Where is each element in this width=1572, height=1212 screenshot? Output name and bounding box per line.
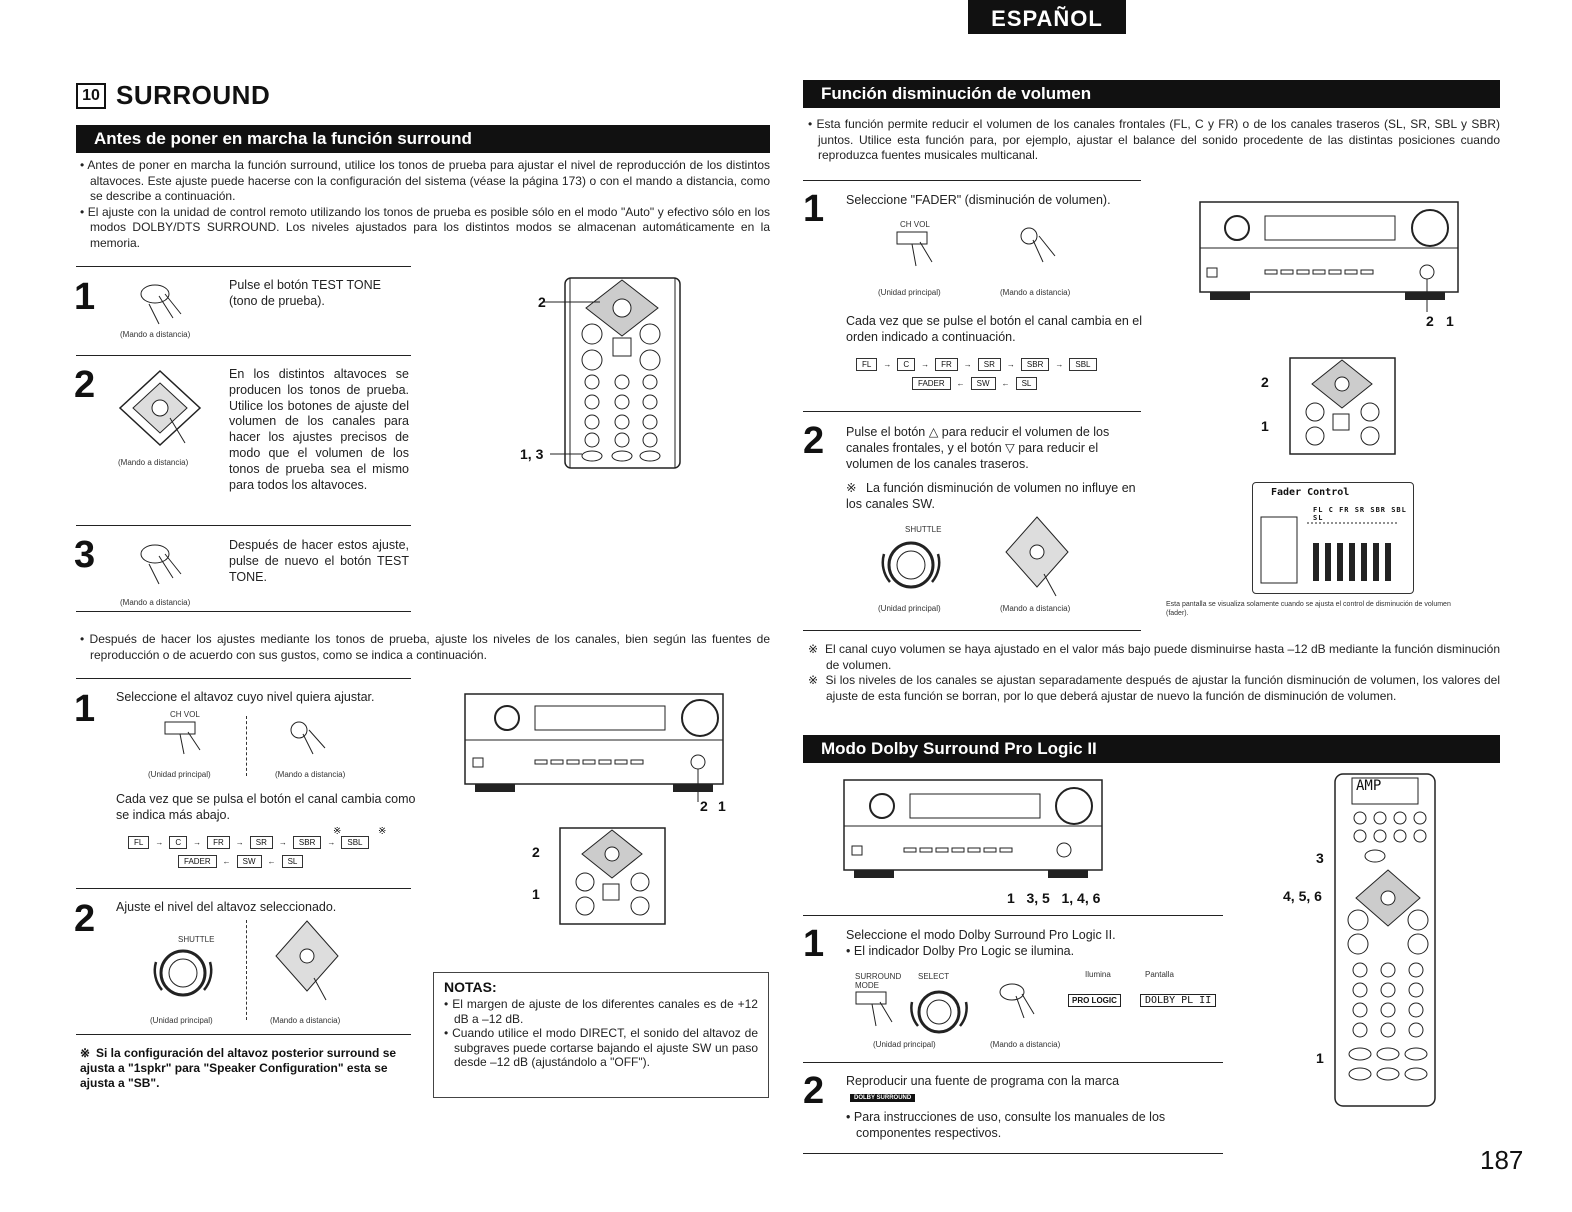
notes-box xyxy=(433,972,769,1098)
band-fader-function: Función disminución de volumen xyxy=(803,80,1500,108)
channel-box: SW xyxy=(971,377,996,390)
fader-intro: • Esta función permite reducir el volumen de los canales frontales (FL, C y FR) o de los canales traseros (SL, SR, SBL y SBR) juntos. Utilice esta función para, por ejemplo, ajustar el balance del sonido procedente de las distintas posiciones cuando reproduzca fuentes musicales multicanal. xyxy=(808,117,1500,162)
step-caption: (Mando a distancia) xyxy=(120,598,191,607)
caption-remote: (Mando a distancia) xyxy=(990,1040,1061,1049)
caption-main-unit: (Unidad principal) xyxy=(878,288,941,297)
pro-logic-indicator: PRO LOGIC xyxy=(1068,994,1121,1007)
hand-button-icon xyxy=(135,280,195,326)
page-number: 187 xyxy=(1480,1145,1524,1175)
callout-label: 2 xyxy=(1426,313,1434,329)
receiver-illustration xyxy=(455,692,730,812)
callout-label: 2 xyxy=(538,294,546,310)
divider xyxy=(803,915,1223,916)
hand-button-icon xyxy=(852,986,902,1030)
hand-button-icon xyxy=(285,718,335,758)
channel-box: SBL xyxy=(341,836,368,849)
mode-button-label: SURROUND MODE xyxy=(855,972,902,990)
step-star-note: ※ La función disminución de volumen no influye en los canales SW. xyxy=(846,481,1136,511)
fader-screen-caption: Esta pantalla se visualiza solamente cuando se ajusta el control de disminución de volumen (fader). xyxy=(1166,601,1451,617)
step-number: 1 xyxy=(803,923,825,965)
divider xyxy=(76,678,411,679)
channel-box: SL xyxy=(282,855,304,868)
callout-label: 2 xyxy=(700,798,708,814)
divider xyxy=(803,1062,1223,1063)
callout-label: 1, 3 xyxy=(520,446,544,462)
star-mark: ※ xyxy=(333,826,342,837)
step-number: 1 xyxy=(74,688,96,730)
callout-label: 1 xyxy=(1446,313,1454,329)
divider xyxy=(803,411,1141,412)
channel-box: SBL xyxy=(1069,358,1096,371)
button-label: CH VOL xyxy=(900,220,930,229)
remote-cursor-pad-icon xyxy=(1002,514,1072,600)
channel-box: FADER xyxy=(178,855,217,868)
divider xyxy=(76,611,411,612)
star-mark: ※ xyxy=(378,826,387,837)
remote-control-illustration xyxy=(1330,770,1440,1110)
fader-screen-title: Fader Control xyxy=(1271,487,1350,498)
step-bullet: • Para instrucciones de uso, consulte los manuales de los componentes respectivos. xyxy=(846,1110,1166,1140)
caption-remote: (Mando a distancia) xyxy=(1000,604,1071,613)
channel-box: SBR xyxy=(293,836,321,849)
shuttle-knob-icon xyxy=(876,532,946,598)
hand-button-icon xyxy=(160,718,210,758)
knob-label: SHUTTLE xyxy=(178,935,215,944)
channel-box: FL xyxy=(856,358,877,371)
remote-control-illustration xyxy=(1280,356,1405,456)
band-before-surround: Antes de poner en marcha la función surround xyxy=(76,125,770,153)
channel-box: FADER xyxy=(912,377,951,390)
note-item: • Cuando utilice el modo DIRECT, el sonido del altavoz de subgraves puede cortarse bajando el ajuste SW un paso desde –12 dB (ajustándolo a "OFF"). xyxy=(444,1026,758,1069)
step-number: 1 xyxy=(803,188,825,230)
remote-cursor-pad-icon xyxy=(115,368,205,448)
intro-paragraph-1: • Antes de poner en marcha la función surround, utilice los tonos de prueba para ajustar el nivel de reproducción de los distintos altavoces. Este ajuste puede hacerse con la configuración del sistema (véase la página 173) o con el mando a distancia, como se describe a continuación. xyxy=(80,158,771,203)
divider xyxy=(803,180,1141,181)
channel-box: FR xyxy=(935,358,958,371)
step-number: 3 xyxy=(74,534,96,576)
step-bullet: • El indicador Dolby Pro Logic se ilumina. xyxy=(846,944,1075,958)
step-after-text: Cada vez que se pulsa el botón el canal cambia como se indica más abajo. xyxy=(116,792,416,822)
channel-box: FL xyxy=(128,836,149,849)
notes-title: NOTAS: xyxy=(444,979,497,995)
step-text: Ajuste el nivel del altavoz seleccionado. xyxy=(116,900,337,914)
channel-chain: FL → C → FR → SR → SBR → SBL FADER ← SW ← SL xyxy=(128,836,400,868)
step-text: Seleccione el altavoz cuyo nivel quiera ajustar. xyxy=(116,690,375,704)
hand-button-icon xyxy=(1015,224,1065,270)
display-label: Pantalla xyxy=(1145,970,1174,979)
left-intro xyxy=(80,158,770,251)
callout-label: 1 xyxy=(532,886,540,902)
step-number: 2 xyxy=(74,898,96,940)
display-readout: DOLBY PL II xyxy=(1140,994,1216,1007)
intro-paragraph-2: • El ajuste con la unidad de control remoto utilizando los tonos de prueba es posible sólo en el modo "Auto" y efectivo sólo en los modos DOLBY/DTS SURROUND. Los niveles ajustados para los distintos modos se almacenan automáticamente en la memoria. xyxy=(80,204,770,250)
fader-control-screen xyxy=(1252,482,1414,594)
speaker-config-note: ※ Si la configuración del altavoz posterior surround se ajusta a "1spkr" para "Speaker Configuration" esta se ajusta a "SB". xyxy=(80,1046,397,1090)
channel-box: SW xyxy=(237,855,262,868)
step-text: Seleccione "FADER" (disminución de volumen). xyxy=(846,193,1111,207)
fader-bars-icon xyxy=(1259,513,1409,588)
caption-main-unit: (Unidad principal) xyxy=(150,1016,213,1025)
illuminates-label: Ilumina xyxy=(1085,970,1111,979)
step-number: 2 xyxy=(803,420,825,462)
select-knob-label: SELECT xyxy=(918,972,950,981)
channel-box: SR xyxy=(250,836,273,849)
receiver-illustration xyxy=(842,778,1112,888)
separator xyxy=(246,920,247,1020)
step-number: 2 xyxy=(803,1070,825,1112)
callout-label: 2 xyxy=(1261,374,1269,390)
receiver-illustration xyxy=(1195,200,1470,320)
step-text: En los distintos altavoces se producen los tonos de prueba. Utilice los botones de ajuste del volumen de los canales para hacer los ajustes precisos de modo que el volumen de los tonos de prueba sea el mismo para todos los altavoces. xyxy=(229,367,409,492)
band-dolby-pro-logic: Modo Dolby Surround Pro Logic II xyxy=(803,735,1500,763)
divider xyxy=(76,355,411,356)
caption-remote: (Mando a distancia) xyxy=(1000,288,1071,297)
section-title: SURROUND xyxy=(116,80,271,110)
callout-label: 1 xyxy=(718,798,726,814)
caption-remote: (Mando a distancia) xyxy=(275,770,346,779)
button-label: CH VOL xyxy=(170,710,200,719)
channel-box: SL xyxy=(1016,377,1038,390)
channel-box: SBR xyxy=(1021,358,1049,371)
step-text: Pulse el botón TEST TONE (tono de prueba). xyxy=(229,278,381,308)
knob-label: SHUTTLE xyxy=(905,525,942,534)
channel-box: C xyxy=(169,836,187,849)
language-tab: ESPAÑOL xyxy=(968,0,1126,34)
separator xyxy=(246,716,247,776)
hand-button-icon xyxy=(892,228,942,272)
channel-box: FR xyxy=(207,836,230,849)
callout-label: 1 3, 5 1, 4, 6 xyxy=(1007,890,1101,906)
caption-main-unit: (Unidad principal) xyxy=(878,604,941,613)
shuttle-knob-icon xyxy=(148,940,218,1006)
hand-button-icon xyxy=(135,540,195,586)
divider xyxy=(76,266,411,267)
step-caption: (Mando a distancia) xyxy=(118,458,189,467)
remote-display-text: AMP xyxy=(1356,778,1382,794)
remote-cursor-pad-icon xyxy=(272,918,342,1004)
channel-box: C xyxy=(897,358,915,371)
step-caption: (Mando a distancia) xyxy=(120,330,191,339)
dolby-surround-logo: DOLBY SURROUND xyxy=(850,1094,915,1102)
callout-label: 2 xyxy=(532,844,540,860)
after-tone-paragraph: • Después de hacer los ajustes mediante los tonos de prueba, ajuste los niveles de los canales, bien según las fuentes de reproducción o de acuerdo con sus gustos, como se indica a continuación. xyxy=(80,632,770,662)
step-after-text: Cada vez que se pulse el botón el canal cambia en el orden indicado a continuación. xyxy=(846,314,1143,344)
caption-main-unit: (Unidad principal) xyxy=(873,1040,936,1049)
fader-star-notes xyxy=(808,642,1500,704)
fader-channel-labels: FL C FR SR SBR SBL SL xyxy=(1313,506,1407,522)
divider xyxy=(76,1034,411,1035)
divider xyxy=(76,525,411,526)
star-note: ※ Si los niveles de los canales se ajustan separadamente después de ajustar la función disminución de volumen, los valores del ajuste de esta función se borran, por lo que deberá ajustar de nuevo la función de disminución de volumen. xyxy=(808,673,1500,703)
callout-label: 1 xyxy=(1261,418,1269,434)
step-text: Seleccione el modo Dolby Surround Pro Logic II. xyxy=(846,928,1116,942)
callout-label: 4, 5, 6 xyxy=(1283,888,1322,904)
channel-box: SR xyxy=(978,358,1001,371)
step-text: Después de hacer estos ajuste, pulse de nuevo el botón TEST TONE. xyxy=(229,538,409,584)
step-number: 1 xyxy=(74,276,96,318)
step-text: Reproducir una fuente de programa con la marca xyxy=(846,1074,1120,1088)
caption-remote: (Mando a distancia) xyxy=(270,1016,341,1025)
step-number: 2 xyxy=(74,364,96,406)
step-text: Pulse el botón △ para reducir el volumen de los canales frontales, y el botón ▽ para reducir el volumen de los canales traseros. xyxy=(846,425,1110,471)
caption-main-unit: (Unidad principal) xyxy=(148,770,211,779)
section-heading xyxy=(76,80,270,111)
remote-control-illustration xyxy=(550,826,675,926)
divider xyxy=(803,630,1141,631)
note-item: • El margen de ajuste de los diferentes canales es de +12 dB a –12 dB. xyxy=(444,997,758,1026)
channel-chain: FL → C → FR → SR → SBR → SBL FADER ← SW ← SL xyxy=(856,358,1128,390)
callout-label: 1 xyxy=(1316,1050,1324,1066)
divider xyxy=(76,888,411,889)
section-number: 10 xyxy=(76,83,106,109)
divider xyxy=(803,1153,1223,1154)
star-note: ※ El canal cuyo volumen se haya ajustado en el valor más bajo puede disminuirse hasta –12 dB mediante la función disminución de volumen. xyxy=(808,642,1501,672)
hand-button-icon xyxy=(998,980,1038,1024)
callout-label: 3 xyxy=(1316,850,1324,866)
select-knob-icon xyxy=(904,982,974,1042)
